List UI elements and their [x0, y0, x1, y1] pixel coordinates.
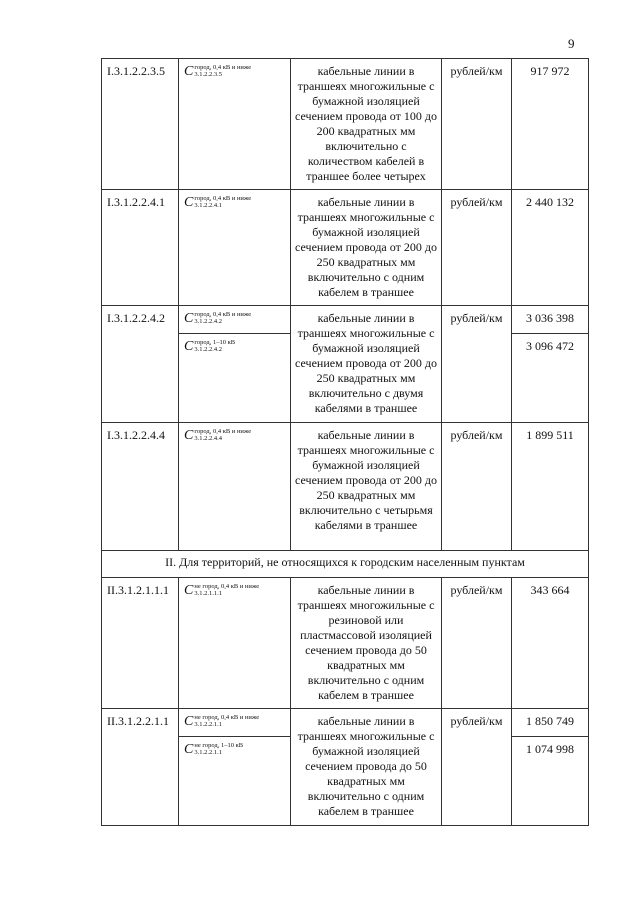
section-header: II. Для территорий, не относящихся к городским населенным пунктам [102, 551, 589, 578]
table-row [102, 709, 589, 826]
row-description: кабельные линии в траншеях многожильные с бумажной изоляцией сечением провода от 200 до 250 квадратных мм включительно с двумя кабелями в траншее [291, 306, 442, 423]
row-value: 3 036 398 [526, 311, 574, 325]
rate-symbol: C не город, 0,4 кВ и ниже 3.1.2.2.1.1 [184, 714, 260, 729]
rate-symbol: C город, 1–10 кВ 3.1.2.2.4.2 [179, 333, 290, 360]
row-code: II.3.1.2.2.1.1 [102, 709, 179, 826]
row-description: кабельные линии в траншеях многожильные с бумажной изоляцией сечением провода от 200 до 250 квадратных мм включительно с четырьмя кабелями в траншее [291, 423, 442, 551]
page-number: 9 [568, 36, 575, 51]
rate-symbol-cell [179, 59, 291, 190]
row-code: I.3.1.2.2.3.5 [102, 59, 179, 190]
row-value-cell [512, 709, 589, 826]
row-unit: рублей/км [442, 306, 512, 423]
section-header-row [102, 551, 589, 578]
rate-symbol: C город, 0,4 кВ и ниже 3.1.2.2.4.2 [184, 311, 252, 326]
row-unit: рублей/км [442, 59, 512, 190]
rate-symbol-cell [179, 578, 291, 709]
row-unit: рублей/км [442, 190, 512, 306]
row-value: 1 074 998 [512, 736, 588, 766]
table-row [102, 190, 589, 306]
rate-symbol: C не город, 1–10 кВ 3.1.2.2.1.1 [179, 736, 290, 766]
row-value-cell [512, 306, 589, 423]
row-description: кабельные линии в траншеях многожильные с бумажной изоляцией сечением провода от 200 до 250 квадратных мм включительно с одним кабелем в траншее [291, 190, 442, 306]
rate-symbol-cell [179, 709, 291, 826]
row-unit: рублей/км [442, 709, 512, 826]
row-code: I.3.1.2.2.4.4 [102, 423, 179, 551]
row-description: кабельные линии в траншеях многожильные с бумажной изоляцией сечением провода до 50 квадратных мм включительно с одним кабелем в траншее [291, 709, 442, 826]
tariff-table [101, 58, 589, 826]
rate-symbol-cell [179, 306, 291, 423]
rate-symbol: C город, 0,4 кВ и ниже 3.1.2.2.4.1 [184, 195, 252, 210]
table-row [102, 306, 589, 423]
row-value: 1 850 749 [526, 714, 574, 728]
row-value: 917 972 [512, 59, 589, 190]
row-unit: рублей/км [442, 423, 512, 551]
row-value: 343 664 [512, 578, 589, 709]
row-description: кабельные линии в траншеях многожильные с бумажной изоляцией сечением провода от 100 до 200 квадратных мм включительно с количеством кабелей в траншее более четырех [291, 59, 442, 190]
row-value: 1 899 511 [512, 423, 589, 551]
row-code: I.3.1.2.2.4.1 [102, 190, 179, 306]
rate-symbol-cell [179, 190, 291, 306]
row-unit: рублей/км [442, 578, 512, 709]
row-value: 2 440 132 [512, 190, 589, 306]
rate-symbol: C не город, 0,4 кВ и ниже 3.1.2.1.1.1 [184, 583, 260, 598]
table-row [102, 423, 589, 551]
rate-symbol: C город, 0,4 кВ и ниже 3.1.2.2.3.5 [184, 64, 252, 79]
row-description: кабельные линии в траншеях многожильные с резиновой или пластмассовой изоляцией сечением провода до 50 квадратных мм включительно с одним кабелем в траншее [291, 578, 442, 709]
rate-symbol-cell [179, 423, 291, 551]
rate-symbol: C город, 0,4 кВ и ниже 3.1.2.2.4.4 [184, 428, 252, 443]
row-code: I.3.1.2.2.4.2 [102, 306, 179, 423]
row-value: 3 096 472 [512, 333, 588, 360]
table-row [102, 578, 589, 709]
table-row [102, 59, 589, 190]
row-code: II.3.1.2.1.1.1 [102, 578, 179, 709]
